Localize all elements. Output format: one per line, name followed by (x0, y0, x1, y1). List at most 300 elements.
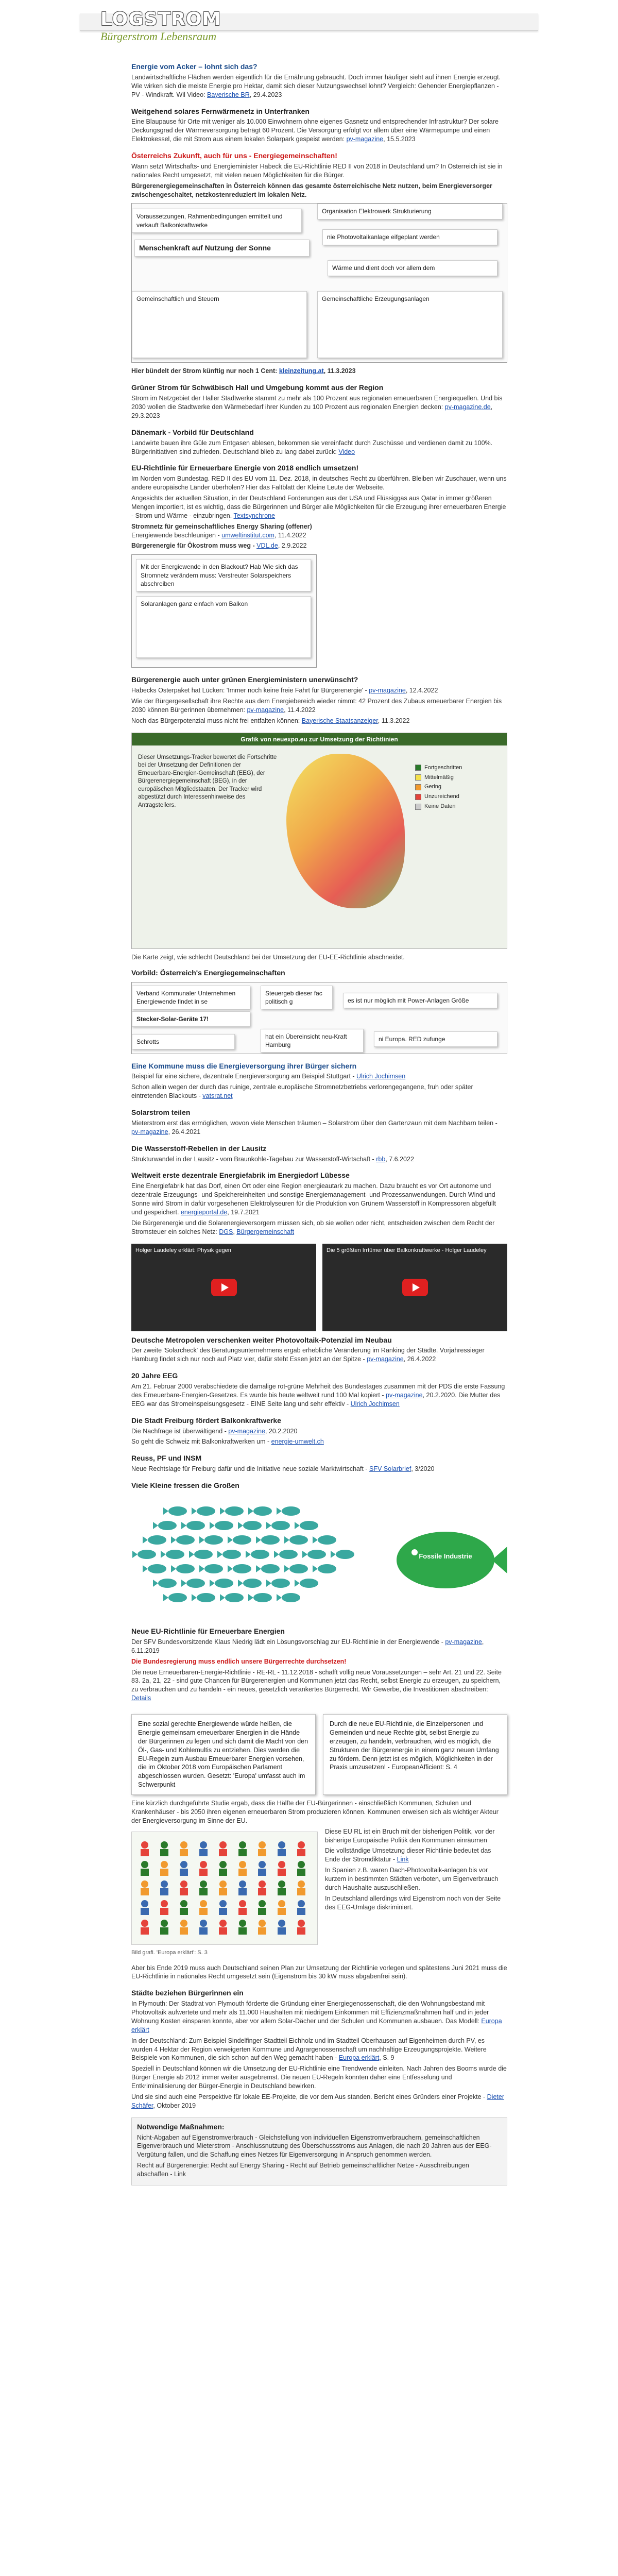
article-link[interactable]: Ulrich Jochimsen (356, 1073, 406, 1080)
person-body (297, 1849, 305, 1856)
small-fish-tail (181, 1580, 186, 1587)
small-fish-icon (261, 1535, 280, 1545)
small-fish-icon (271, 1579, 290, 1588)
article-highlight: Die Bundesregierung muss endlich unsere Bürgerrechte durchsetzen! (131, 1657, 347, 1665)
measure-item: Recht auf Bürgerenergie: Recht auf Energy Sharing - Recht auf Betrieb gemeinschaftlicher Netze - Ausschreibungen abschaffen - Link (137, 2162, 469, 2178)
person-icon (200, 1920, 207, 1927)
article-footer: Hier bündelt der Strom künftig nur noch 1 Cent: kleinzeitung.at, 11.3.2023 (131, 367, 356, 375)
article-schwaebisch-hall (131, 383, 507, 420)
article-text: So geht die Schweiz mit Balkonkraftwerken um - energie-umwelt.ch (131, 1438, 324, 1446)
person-body (141, 1927, 149, 1935)
person-icon (200, 1841, 207, 1849)
article-title: Neue EU-Richtlinie für Erneuerbare Energien (131, 1627, 285, 1636)
small-fish-tail (171, 1565, 176, 1572)
article-text: In der Deutschland: Zum Beispiel Sindelfinger Stadtteil Eichholz und im Stadtteil Oberhausen auf Eigenheimen durch PV, es wurden 4 Hektar der Region verweigerten Kommune und Agrargenossenschaft um nachhaltige Erzeugungsprojekte. Weitere Beispiele von Kommunen, die sich schon auf den Weg gemacht haben - Europa erklärt, S. 9 (131, 2037, 487, 2062)
article-kommune (131, 1061, 507, 1101)
article-title: Energie vom Acker – lohnt sich das? (131, 62, 258, 71)
person-icon (239, 1841, 246, 1849)
small-fish-icon (197, 1506, 215, 1516)
collage-fragment: ni Europa. RED zufunge (374, 1031, 497, 1047)
small-fish-icon (138, 1550, 156, 1559)
small-fish-icon (176, 1564, 195, 1573)
article-20-jahre-eeg (131, 1371, 507, 1409)
person-icon (298, 1880, 305, 1888)
person-body (141, 1849, 149, 1856)
article-text: Eine Energiefabrik hat das Dorf, einen Ort oder eine Region energieautark zu machen. Dazu braucht es vor Ort autonome und dezentrale Erzeugungs- und Speichereinheiten und sonstige Energiemanagement- und Prozessanwendungen. Durch Wind und Sonne wird Strom in dafür vorgesehenen Elektrolyseuren für die Produktion von Grünem Wasserstoff in Kompressoren abgefüllt und gespeichert. energieportal.de, 19.7.2021 (131, 1182, 496, 1216)
person-body (199, 1927, 208, 1935)
person-body (258, 1869, 266, 1876)
small-fish-icon (253, 1593, 272, 1602)
article-text: Die Bürgerenergie und die Solarenergieversorgern müssen sich, ob sie wollen oder nicht, entscheiden zwischen dem Recht der Stromsteuer ein solches Netz: DGS, Bürgergemeinschaft (131, 1219, 495, 1235)
small-fish-tail (248, 1507, 253, 1515)
article-eu-richtlinie (131, 463, 507, 668)
person-icon (278, 1841, 285, 1849)
person-body (199, 1869, 208, 1876)
article-subtext: Stromnetz für gemeinschaftliches Energy Sharing (offener) Energiewende beschleunigen - umweltinstitut.com, 11.4.2022 (131, 522, 312, 539)
infographic-placeholder (131, 1832, 318, 1945)
collage-fragment: nie Photovoltaikanlage eifgeplant werden (322, 229, 497, 245)
article-link[interactable]: vatsrat.net (202, 1092, 233, 1100)
article-text: Eine kürzlich durchgeführte Studie ergab, dass die Hälfte der EU-Bürgerinnen - einschließlich Kommunen, Schulen und Krankenhäuser - bis 2050 ihren eigenen erneuerbaren Strom produzieren können. Kommunen erweisen sich als wichtiger Akteur der Energieversorgung im Sinne der EU. (131, 1800, 499, 1824)
map-title: Grafik von neuexpo.eu zur Umsetzung der Richtlinien (132, 733, 507, 745)
small-fish-icon (289, 1564, 308, 1573)
person-body (297, 1927, 305, 1935)
article-link[interactable]: Link (397, 1856, 409, 1863)
fish-illustration (131, 1496, 507, 1619)
small-fish-tail (277, 1507, 282, 1515)
small-fish-icon (318, 1564, 336, 1573)
small-fish-icon (233, 1564, 251, 1573)
person-icon (219, 1861, 227, 1868)
person-icon (239, 1920, 246, 1927)
article-wasserstoff (131, 1144, 507, 1164)
article-link[interactable]: Details (131, 1694, 151, 1702)
person-icon (298, 1861, 305, 1868)
europe-map-shape (286, 754, 405, 908)
article-text: Am 21. Februar 2000 verabschiedete die damalige rot-grüne Mehrheit des Bundestages zusammen mit der PDS die erste Fassung des Erneuerbare-Energien-Gesetzes. Es wurde bis heute weltweit rund 100 Mal kopiert - pv-magazine, 20.2.2020. Die Mutter des EEG war das Stromeinspeisungsgesetz - EINE Seite lang und sehr effektiv - Ulrich Jochimsen (131, 1383, 505, 1408)
article-text: Speziell in Deutschland können wir die Umsetzung der EU-Richtlinie eine Trendwende einleiten. Nach Jahren des Booms wurde die Bürger Energie ab 2012 immer weiter ausgebremst. Die neuen EU-Regeln könnten daher eine Entfesselung und Entkriminalisierung der Bürger-Energie in Deutschland bewirken. (131, 2065, 507, 2090)
article-title: Die Stadt Freiburg fördert Balkonkraftwerke (131, 1416, 281, 1425)
person-body (219, 1908, 227, 1915)
person-icon (259, 1920, 266, 1927)
small-fish-icon (282, 1506, 300, 1516)
legend-label: Keine Daten (424, 803, 456, 810)
note-text: In Deutschland allerdings wird Eigenstrom noch von der Seite des EEG-Umlage diskriminiert. (325, 1894, 501, 1911)
legend-swatch (415, 804, 421, 810)
person-body (219, 1927, 227, 1935)
person-icon (161, 1841, 168, 1849)
person-body (199, 1888, 208, 1895)
article-oesterreich-vorbild (131, 968, 507, 1054)
collage-fragment: Schrotts (132, 1034, 235, 1049)
person-body (278, 1849, 286, 1856)
person-body (297, 1888, 305, 1895)
person-icon (180, 1841, 187, 1849)
person-icon (141, 1841, 148, 1849)
person-body (278, 1869, 286, 1876)
small-fish-tail (295, 1580, 300, 1587)
small-fish-tail (220, 1594, 225, 1601)
small-fish-icon (233, 1535, 251, 1545)
legend-swatch (415, 794, 421, 800)
person-icon (200, 1880, 207, 1888)
small-fish-tail (181, 1522, 186, 1529)
small-fish-tail (256, 1565, 261, 1572)
studie-row (131, 1827, 507, 1957)
article-link[interactable]: VDL.de (256, 542, 278, 550)
article-link[interactable]: rbb (376, 1155, 386, 1163)
article-link[interactable]: Dieter Schäfer (131, 2093, 504, 2109)
person-body (199, 1849, 208, 1856)
site-subtitle: Bürgerstrom Lebensraum (100, 30, 217, 43)
article-link[interactable]: Bürgergemeinschaft (236, 1228, 295, 1235)
person-body (141, 1869, 149, 1876)
person-icon (298, 1841, 305, 1849)
small-fish-tail (220, 1507, 225, 1515)
quote-row (131, 1710, 507, 1799)
article-text: In Plymouth: Der Stadtrat von Plymouth förderte die Gründung einer Energiegenossenschaft, die den Wohnungsbestand mit Photovoltaik aufwertete und mehr als 11.000 Haushalten mit niedrigem Einkommen mit Effizienzmaßnahmen half und in jeder Wohnung Kosten einsparen konnte, aber vor allem Solar-Dächer und der Schulen und Kommunen ausbauen. Das Modell: Europa erklärt (131, 2000, 502, 2033)
article-link[interactable]: Europa erklärt (131, 2017, 502, 2033)
legend-entry (415, 793, 497, 801)
collage-fragment: es ist nur möglich mit Power-Anlagen Größe (343, 993, 497, 1008)
small-fish-tail (274, 1551, 279, 1558)
article-text: Im Norden vom Bundestag. RED II des EU vom 11. Dez. 2018, in deutsches Recht zu überführen. Bleiben wir Zuschauer, wenn uns andere europäische Länder überholen? Hier das Faltblatt der Kleine Leute der Webseite. (131, 475, 507, 492)
article-text: Landwirtschaftliche Flächen werden eigentlich für die Ernährung gebraucht. Doch immer häufiger sieht auf ihnen Energie erzeugt. Wie wirken sich die meiste Energie pro Hektar, damit sich dieser Nutzungswechsel lohnt? Vergleich: Gehender Energiepflanzen - PV - Windkraft. Wil Video: Bayerische BR, 29.4.2023 (131, 73, 501, 98)
small-fish-tail (266, 1580, 271, 1587)
small-fish-tail (246, 1551, 251, 1558)
article-text: Habecks Osterpaket hat Lücken: 'Immer noch keine freie Fahrt für Bürgerenergie' - pv-magazine, 12.4.2022 (131, 687, 438, 694)
small-fish-tail (248, 1594, 253, 1601)
quote-box: Eine sozial gerechte Energiewende würde heißen, die Energie gemeinsam erneuerbarer Energien in die Hände der Bürgerinnen zu legen und sich damit die Macht von den Öl-, Gas- und Kohlemultis zu entziehen. Dies werden die EU-Regeln zum Ausbau Erneuerbarer Energien vorsehen, die im Oktober 2018 vom Europäischen Parlament abgeschlossen wurden. Gesetzt: 'Europa' umfasst auch im Schwerpunkt (131, 1714, 316, 1795)
person-icon (219, 1880, 227, 1888)
article-neue-eu-richtlinie (131, 1626, 507, 1703)
article-link[interactable]: pv-magazine (247, 706, 284, 714)
person-icon (141, 1920, 148, 1927)
small-fish-tail (161, 1551, 166, 1558)
video-embed[interactable] (131, 1244, 316, 1331)
person-body (160, 1869, 168, 1876)
person-body (219, 1888, 227, 1895)
article-text: Mieterstrom erst das ermöglichen, wovon viele Menschen träumen – Solarstrom über den Gartenzaun mit dem Nachbarn teilen - pv-magazine, 26.4.2021 (131, 1119, 497, 1136)
article-text: Der zweite 'Solarcheck' des Beratungsunternehmens ergab erhebliche Veränderung im Ranking der Städte. Vorjahressieger Hamburg findet sich nur noch auf Platz vier, dafür steht Essen jetzt an der Spitze - pv-magazine, 26.4.2022 (131, 1347, 485, 1363)
article-link[interactable]: energieportal.de (180, 1208, 228, 1216)
legend-label: Mittelmäßig (424, 774, 454, 781)
article-link[interactable]: pv-magazine (367, 1355, 404, 1363)
small-fish-icon (166, 1550, 184, 1559)
people-grid-graphic (132, 1832, 317, 1944)
person-icon (141, 1900, 148, 1907)
article-title: Weitgehend solares Fernwärmenetz in Unterfranken (131, 107, 310, 115)
article-text: Wie der Bürgergesellschaft ihre Rechte aus dem Energiebereich wieder nimmt: 42 Prozent des Zubaus erneuerbarer Energien bis 2030 können Bürgerinnen übernehmen: pv-magazine, 11.4.2022 (131, 698, 502, 714)
small-fish-icon (194, 1550, 213, 1559)
article-title: Reuss, PF und INSM (131, 1454, 202, 1463)
article-text: Strom im Netzgebiet der Haller Stadtwerke stammt zu mehr als 100 Prozent aus regionalen erneuerbaren Energiequellen. Und bis 2030 wollen die Stadtwerke den Wärmebedarf ihrer Kunden zu 100 Prozent aus regionalen Energien decken: pv-magazine.de, 29.3.2023 (131, 395, 503, 419)
article-text: Der SFV Bundesvorsitzende Klaus Niedrig lädt ein Lösungsvorschlag zur EU-Richtlinie in der Energiewende - pv-magazine, 6.11.2019 (131, 1638, 484, 1654)
small-fish-tail (313, 1536, 318, 1544)
article-text: Beispiel für eine sichere, dezentrale Energieversorgung am Beispiel Stuttgart - Ulrich Jochimsen (131, 1073, 406, 1080)
person-body (180, 1869, 188, 1876)
small-fish-icon (279, 1550, 298, 1559)
site-logo[interactable]: LOGSTROM (100, 9, 221, 30)
legend-entry (415, 783, 497, 791)
small-fish-tail (132, 1551, 138, 1558)
article-title: Solarstrom teilen (131, 1108, 191, 1117)
person-icon (161, 1861, 168, 1868)
article-link[interactable]: pv-magazine.de (444, 403, 491, 411)
person-icon (141, 1861, 148, 1868)
legend-swatch (415, 774, 421, 781)
person-icon (180, 1880, 187, 1888)
small-fish-tail (153, 1522, 158, 1529)
person-icon (298, 1920, 305, 1927)
article-text: Wann setzt Wirtschafts- und Energieminister Habeck die EU-Richtlinie RED II von 2018 in Deutschland um? In Österreich ist sie in nationales Recht umgesetzt, mit vielen neuen Möglichkeiten für die Bürger. (131, 162, 503, 179)
article-link[interactable]: Bayerische Staatsanzeiger (301, 717, 378, 724)
article-title: Vorbild: Österreich's Energiegemeinschaften (131, 968, 285, 977)
article-link[interactable]: DGS (219, 1228, 233, 1235)
article-text: Strukturwandel in der Lausitz - vom Braunkohle-Tagebau zur Wasserstoff-Wirtschaft - rbb, 7.6.2022 (131, 1155, 414, 1163)
small-fish-icon (318, 1535, 336, 1545)
article-link[interactable]: pv-magazine (386, 1391, 423, 1399)
small-fish-icon (204, 1535, 223, 1545)
article-link[interactable]: Ulrich Jochimsen (350, 1400, 400, 1408)
small-fish-icon (300, 1579, 318, 1588)
small-fish-tail (153, 1580, 158, 1587)
article-link[interactable]: SFV Solarbrief (369, 1465, 411, 1473)
video-title: Holger Laudeley erklärt: Physik gegen (135, 1247, 231, 1253)
article-buergerenergie (131, 675, 507, 725)
person-icon (239, 1880, 246, 1888)
big-fish-label: Fossile Industrie (419, 1552, 472, 1561)
article-subtext: Bürgerenergie für Ökostrom muss weg - VDL.de, 2.9.2022 (131, 542, 307, 550)
article-link[interactable]: Textsynchrone (233, 512, 276, 519)
article-link[interactable]: pv-magazine (445, 1638, 482, 1646)
collage-fragment: Mit der Energiewende in den Blackout? Hab Wie sich das Stromnetz verändern muss: Verstreuter Solarspeichers abschreiben (136, 559, 311, 591)
person-body (258, 1908, 266, 1915)
collage-fragment: Gemeinschaftlich und Steuern (132, 291, 307, 358)
person-body (278, 1927, 286, 1935)
small-fish-tail (295, 1522, 300, 1529)
article-solarstrom-teilen (131, 1108, 507, 1137)
small-fish-icon (261, 1564, 280, 1573)
article-title: Grüner Strom für Schwäbisch Hall und Umgebung kommt aus der Region (131, 383, 384, 392)
article-link[interactable]: pv-magazine (346, 135, 384, 143)
small-fish-tail (266, 1522, 271, 1529)
measure-item: Nicht-Abgaben auf Eigenstromverbrauch - Gleichstellung von individuellen Eigenstromverbrauchern, gemeinschaftlichen Eigenverbrauch und Mieterstrom - Anschlussnutzung des Überschussstroms aus Anlagen, die nach 20 Jahren aus der EEG-Vergütung fallen, und die Schaffung eines Netzes für Eigenversorgung in Anspruch genommen werden. (137, 2133, 492, 2159)
collage-fragment: Stecker-Solar-Geräte 17! (132, 1011, 250, 1027)
person-body (180, 1849, 188, 1856)
small-fish-icon (243, 1521, 262, 1530)
article-text: Eine Blaupause für Orte mit weniger als 10.000 Einwohnern ohne eigenes Gasnetz und entsprechender Infrastruktur? Der solare Deckungsgrad der Wärmeversorgung beträgt 60 Prozent. Die Versorgung erfolgt vor allem über eine Wärmepumpe und einen Elektrokessel, die mit Strom aus einem lokalen Solarpark gespeist werden: pv-magazine, 15.5.2023 (131, 118, 499, 143)
person-body (278, 1888, 286, 1895)
small-fish-icon (148, 1535, 166, 1545)
legend-entry (415, 774, 497, 782)
person-icon (161, 1880, 168, 1888)
collage-fragment: Solaranlagen ganz einfach vom Balkon (136, 596, 311, 658)
person-icon (219, 1900, 227, 1907)
person-icon (239, 1861, 246, 1868)
small-fish-tail (284, 1565, 289, 1572)
small-fish-tail (192, 1507, 197, 1515)
person-icon (259, 1861, 266, 1868)
article-acker (131, 62, 507, 99)
quote-box: Durch die neue EU-Richtlinie, die Einzelpersonen und Gemeinden und neue Rechte gibt, selbst Energie zu erzeugen, zu handeln, verbrauchen, wird es möglich, die Strukturen der Bürgerenergie in einem ganz neuen Umfang zu fördern. Denn jetzt ist es möglich, Möglichkeiten in der Praxis umzusetzen! - EuropeanAfficient: S. 4 (323, 1714, 507, 1795)
small-fish-tail (238, 1580, 243, 1587)
person-body (160, 1888, 168, 1895)
person-body (141, 1908, 149, 1915)
collage-fragment: Verband Kommunaler Unternehmen Energiewende findet in se (132, 986, 250, 1009)
article-text: Angesichts der aktuellen Situation, in der Deutschland Forderungen aus der USA und Flüssiggas aus Qatar in immer größeren Mengen importiert, ist es wichtig, dass die Bürgerinnen und Bürger alle Möglichkeiten für die Erzeugung ihrer erneuerbaren Energie - Strom und Wärme - einzubringen. Textsynchrone (131, 495, 506, 519)
article-link[interactable]: pv-magazine (131, 1128, 168, 1136)
article-title: Eine Kommune muss die Energieversorgung ihrer Bürger sichern (131, 1061, 357, 1070)
small-fish-icon (176, 1535, 195, 1545)
small-fish-tail (143, 1536, 148, 1544)
person-body (180, 1908, 188, 1915)
video-title: Die 5 größten Irrtümer über Balkonkraftwerke - Holger Laudeley (327, 1247, 487, 1253)
article-freiburg (131, 1416, 507, 1447)
studie-image (131, 1827, 318, 1957)
article-daenemark (131, 428, 507, 456)
article-link[interactable]: pv-magazine (369, 687, 406, 694)
article-link[interactable]: pv-magazine (228, 1427, 265, 1435)
screenshot-collage (131, 982, 507, 1054)
article-studie (131, 1799, 507, 1956)
person-body (160, 1908, 168, 1915)
small-fish-tail (284, 1536, 289, 1544)
collage-fragment: Voraussetzungen, Rahmenbedingungen ermittelt und verkauft Balkonkraftwerke (132, 209, 302, 232)
article-link[interactable]: energie-umwelt.ch (271, 1438, 324, 1446)
legend-label: Unzureichend (424, 793, 459, 800)
small-fish-tail (217, 1551, 222, 1558)
article-title: EU-Richtlinie für Erneuerbare Energie von 2018 endlich umsetzen! (131, 464, 359, 472)
article-energiefabrik (131, 1171, 507, 1236)
person-body (238, 1927, 247, 1935)
article-title: Viele Kleine fressen die Großen (131, 1481, 239, 1490)
article-text-bold: Bürgerenergiegemeinschaften in Österreich können das gesamte österreichische Netz nutzen, beim Energieversorger zwischengeschaltet, netzkostenreduziert im lokalen Netz. (131, 182, 492, 198)
studie-notes (325, 1827, 507, 1957)
small-fish-icon (289, 1535, 308, 1545)
eu-map-graphic (131, 733, 507, 949)
article-link[interactable]: Video (338, 448, 355, 455)
small-fish-icon (158, 1521, 177, 1530)
small-fish-icon (168, 1506, 187, 1516)
article-text: Noch das Bürgerpotenzial muss nicht frei entfalten können: Bayerische Staatsanzeiger, 11.3.2022 (131, 717, 410, 724)
screenshot-collage (131, 554, 317, 668)
collage-fragment: Wärme und dient doch vor allem dem (328, 260, 497, 276)
small-fish-tail (163, 1594, 168, 1601)
play-icon[interactable] (211, 1279, 237, 1296)
note-text: In Spanien z.B. waren Dach-Photovoltaik-anlagen bis vor kurzem in bestimmten Städten verboten, um Eigenverbrauch durch Haushalte auszuschließen. (325, 1867, 499, 1891)
small-fish-tail (163, 1507, 168, 1515)
article-title: Die Wasserstoff-Rebellen in der Lausitz (131, 1144, 267, 1153)
article-title: Weltweit erste dezentrale Energiefabrik im Energiedorf Lübesse (131, 1171, 350, 1180)
small-fish-tail (331, 1551, 336, 1558)
small-fish-tail (192, 1594, 197, 1601)
screenshot-collage (131, 203, 507, 363)
article-staedte (131, 1988, 507, 2110)
person-body (238, 1849, 247, 1856)
small-fish-icon (186, 1521, 205, 1530)
video-embed[interactable] (322, 1244, 507, 1331)
small-fish-icon (168, 1593, 187, 1602)
collage-fragment: Steuergeb dieser fac politisch g (261, 986, 333, 1009)
person-icon (278, 1880, 285, 1888)
person-body (278, 1908, 286, 1915)
small-fish-tail (302, 1551, 307, 1558)
person-body (219, 1869, 227, 1876)
note-text: Diese EU RL ist ein Bruch mit der bisherigen Politik, vor der bisherige Europäische Politik den Kommunen einräumen (325, 1827, 495, 1844)
article-link[interactable]: kleinzeitung.at (279, 367, 324, 375)
play-icon[interactable] (402, 1279, 428, 1296)
person-body (219, 1849, 227, 1856)
person-body (258, 1849, 266, 1856)
map-description: Dieser Umsetzungs-Tracker bewertet die Fortschritte bei der Umsetzung der Definitionen der Erneuerbare-Energien-Gemeinschaft (EEG), der Bürgerenergiegemeinschaft (BEG), in der europäischen Mitgliedstaaten. Der Tracker wird abgestützt durch Interessenhinweise des Antragstellers. (138, 754, 277, 808)
person-body (258, 1888, 266, 1895)
map-legend (415, 764, 497, 812)
small-fish-icon (243, 1579, 262, 1588)
article-title: Städte beziehen Bürgerinnen ein (131, 1989, 244, 1997)
small-fish-icon (271, 1521, 290, 1530)
article-reuss (131, 1453, 507, 1473)
person-body (238, 1869, 247, 1876)
small-fish-icon (307, 1550, 326, 1559)
person-body (160, 1849, 168, 1856)
article-text: Die Nachfrage ist überwältigend - pv-magazine, 20.2.2020 (131, 1427, 298, 1435)
article-link[interactable]: Bayerische BR (207, 91, 250, 98)
small-fish-tail (199, 1536, 204, 1544)
person-icon (180, 1920, 187, 1927)
person-body (297, 1869, 305, 1876)
article-title: Bürgerenergie auch unter grünen Energieministern unerwünscht? (131, 675, 358, 684)
person-icon (219, 1920, 227, 1927)
small-fish-tail (277, 1594, 282, 1601)
fish-swarm-graphic (131, 1496, 507, 1619)
article-link[interactable]: umweltinstitut.com (221, 531, 274, 539)
legend-swatch (415, 784, 421, 790)
person-body (199, 1908, 208, 1915)
article-viele-kleine (131, 1481, 507, 1619)
person-body (258, 1927, 266, 1935)
legend-label: Fortgeschritten (424, 764, 462, 771)
small-fish-tail (228, 1536, 233, 1544)
small-fish-icon (222, 1550, 241, 1559)
article-text: Und sie sind auch eine Perspektive für lokale EE-Projekte, die vor dem Aus standen. Bericht eines Gründers einer Projekte - Dieter Schäfer, Oktober 2019 (131, 2093, 504, 2109)
small-fish-icon (215, 1579, 233, 1588)
small-fish-icon (253, 1506, 272, 1516)
small-fish-icon (215, 1521, 233, 1530)
small-fish-icon (148, 1564, 166, 1573)
small-fish-tail (210, 1522, 215, 1529)
person-icon (180, 1861, 187, 1868)
person-icon (278, 1920, 285, 1927)
person-icon (141, 1880, 148, 1888)
person-icon (219, 1841, 227, 1849)
article-title: Österreichs Zukunft, auch für uns - Energiegemeinschaften! (131, 151, 337, 160)
small-fish-icon (158, 1579, 177, 1588)
article-link[interactable]: Europa erklärt (338, 2054, 380, 2062)
person-icon (200, 1861, 207, 1868)
article-fernwaerme (131, 107, 507, 144)
legend-entry (415, 764, 497, 772)
person-body (141, 1888, 149, 1895)
small-fish-tail (171, 1536, 176, 1544)
site-header (0, 0, 618, 67)
person-body (180, 1927, 188, 1935)
measures-box (131, 2117, 507, 2185)
person-icon (259, 1841, 266, 1849)
article-title: Deutsche Metropolen verschenken weiter Photovoltaik-Potenzial im Neubau (131, 1335, 392, 1344)
small-fish-icon (197, 1593, 215, 1602)
measures-title: Notwendige Maßnahmen: (137, 2122, 225, 2131)
